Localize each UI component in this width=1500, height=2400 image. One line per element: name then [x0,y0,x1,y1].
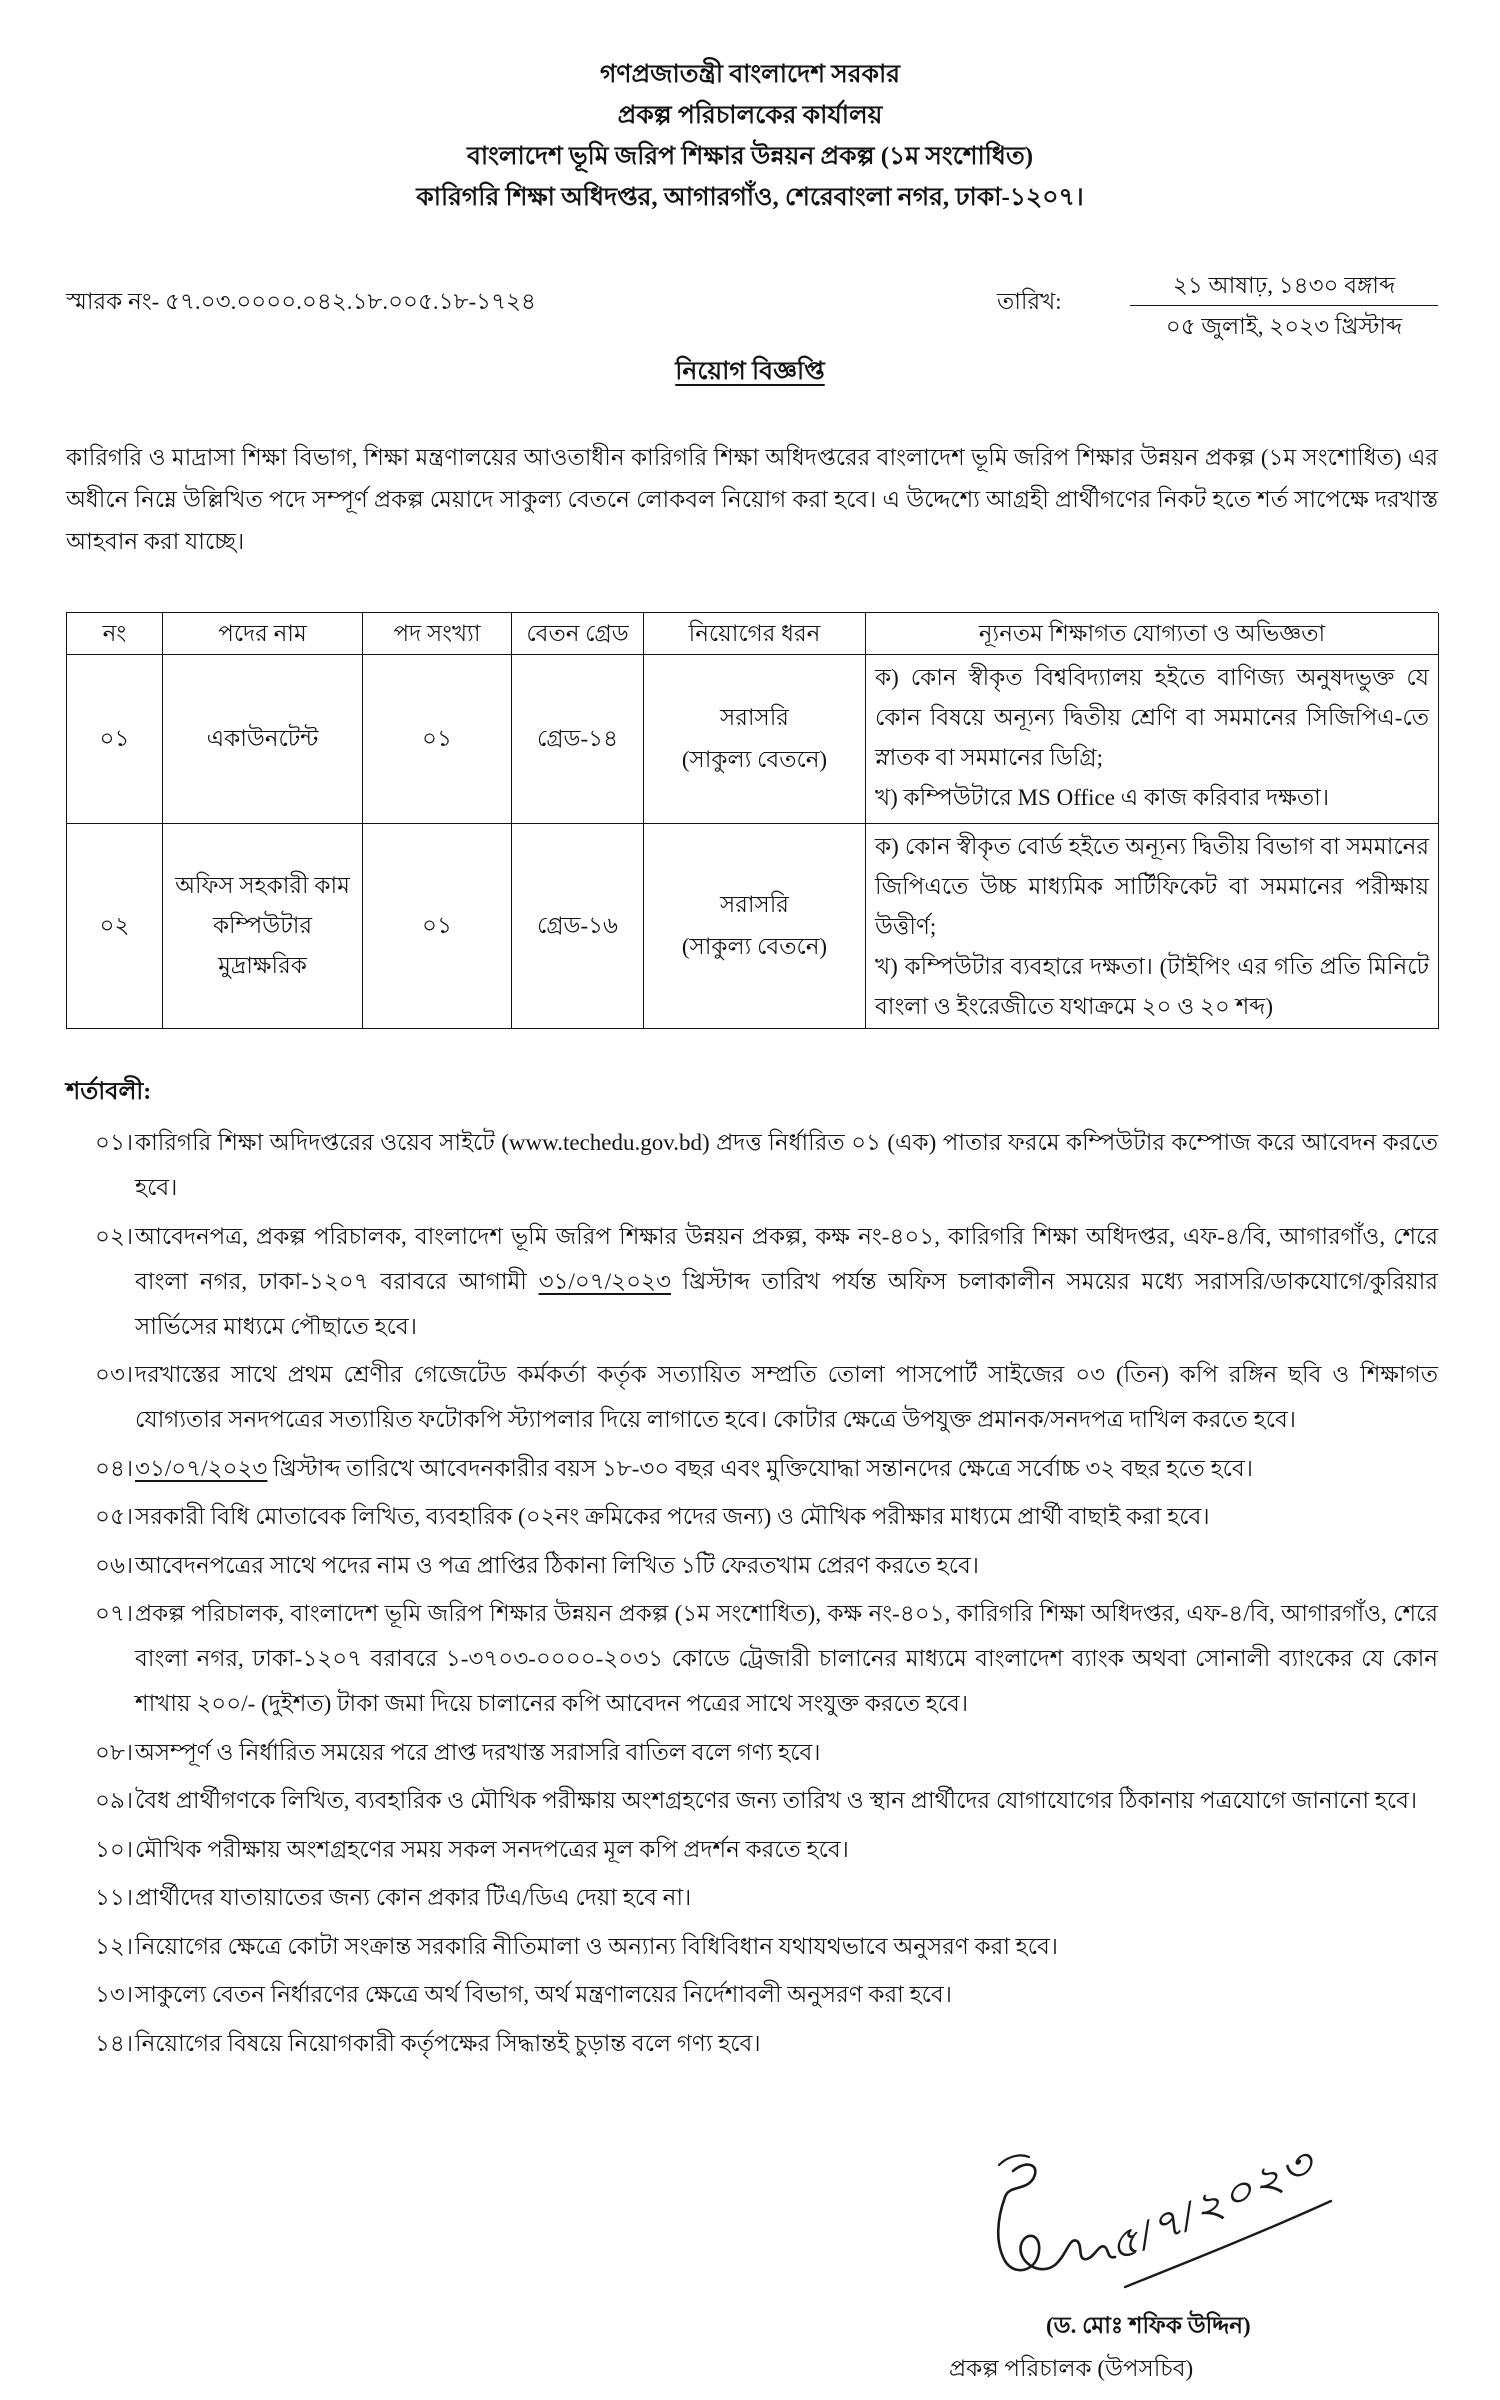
date-english: ০৫ জুলাই, ২০২৩ খ্রিস্টাব্দ [1165,314,1403,339]
condition-item [95,1591,1438,1726]
condition-text: নিয়োগের ক্ষেত্রে কোটা সংক্রান্ত সরকারি নীতিমালা ও অন্যান্য বিধিবিধান যথাযথভাবে অনুসরণ করা হবে। [135,1933,1059,1959]
table-cell-serial: ০২ [67,824,163,1029]
qualification-item: ক) কোন স্বীকৃত বোর্ড হইতে অন্যূন্য দ্বিতীয় বিভাগ বা সমমানের জিপিএতে উচ্চ মাধ্যমিক সার্টিফিকেট বা সমমানের পরীক্ষায় উত্তীর্ণ; [875,834,1429,939]
condition-item [95,2021,1438,2066]
condition-text: সাকুল্যে বেতন নির্ধারণের ক্ষেত্রে অর্থ বিভাগ, অর্থ মন্ত্রণালয়ের নির্দেশাবলী অনুসরণ করা হবে। [135,1982,952,2007]
condition-text-part: আবেদনপত্র, প্রকল্প পরিচালক, বাংলাদেশ ভূমি জরিপ শিক্ষার উন্নয়ন প্রকল্প, কক্ষ নং-৪০১, কারিগরি শিক্ষা অধিদপ্তর, এফ-৪/বি, আগারগাঁও, শেরে বাংলা নগর, ঢাকা-১২০৭ বরাবরে আগামী [135,1223,1438,1294]
condition-number: ০৩। [95,1362,134,1387]
signature-date: ৫/৭/২০২৩ [1100,2157,1282,2272]
table-cell-qualification [866,655,1439,824]
condition-text-part: খ্রিস্টাব্দ তারিখে আবেদনকারীর বয়স ১৮-৩০ বছর এবং মুক্তিযোদ্ধা সন্তানদের ক্ষেত্রে সর্বোচ্চ ৩২ বছর হতে হবে। [267,1455,1253,1481]
condition-text: মৌখিক পরীক্ষায় অংশগ্রহণের সময় সকল সনদপত্রের মূল কপি প্রদর্শন করতে হবে। [135,1836,849,1862]
table-header-type: নিয়োগের ধরন [644,613,866,655]
condition-text: অসম্পূর্ণ ও নির্ধারিত সময়ের পরে প্রাপ্ত দরখাস্ত সরাসরি বাতিল বলে গণ্য হবে। [135,1739,821,1765]
qualification-item: খ) কম্পিউটার ব্যবহারে দক্ষতা। (টাইপিং এর গতি প্রতি মিনিটে বাংলা ও ইংরেজীতে যথাক্রমে ২০ ও ২০ শব্দ) [875,954,1429,1019]
condition-text: প্রকল্প পরিচালক, বাংলাদেশ ভূমি জরিপ শিক্ষার উন্নয়ন প্রকল্প (১ম সংশোধিত), কক্ষ নং-৪০১, কারিগরি শিক্ষা অধিদপ্তর, এফ-৪/বি, আগারগাঁও, শেরে বাংলা নগর, ঢাকা-১২০৭ বরাবরে ১-৩৭০৩-০০০০-২০৩১ কোডে ট্রেজারী চালানের মাধ্যমে বাংলাদেশ ব্যাংক অথবা সোনালী ব্যাংকের যে কোন শাখায় ২০০/- (দুইশত) টাকা জমা দিয়ে চালানের কপি আবেদন পত্রের সাথে সংযুক্ত করতে হবে। [135,1601,1438,1716]
table-cell-qualification [866,824,1439,1029]
condition-text: কারিগরি শিক্ষা অদিদপ্তরের ওয়েব সাইটে (www.techedu.gov.bd) প্রদত্ত নির্ধারিত ০১ (এক) পাতার ফরমে কম্পিউটার কম্পোজ করে আবেদন করতে হবে। [135,1130,1438,1200]
condition-text-part: খ্রিস্টাব্দ তারিখ পর্যন্ত অফিস চলাকালীন সময়ের মধ্যে সরাসরি/ডাকযোগে/কুরিয়ার সার্ভিসের মাধ্যমে পৌছাতে হবে। [135,1268,1438,1339]
condition-item [95,1875,1438,1920]
table-cell-type [644,655,866,824]
condition-number: ১২। [95,1933,134,1959]
condition-text: নিয়োগের বিষয়ে নিয়োগকারী কর্তৃপক্ষের সিদ্ধান্তই চুড়ান্ত বলে গণ্য হবে। [135,2030,761,2056]
condition-item [95,1446,1438,1491]
table-cell-serial: ০১ [67,655,163,824]
appointment-type-note: (সাকুল্য বেতনে) [681,934,828,959]
table-cell-count: ০১ [363,655,512,824]
header-project: বাংলাদেশ ভূমি জরিপ শিক্ষার উন্নয়ন প্রকল্প (১ম সংশোধিত) [466,143,1034,170]
signature-scribble [998,2165,1115,2271]
table-cell-post: একাউনটেন্ট [163,655,363,824]
appointment-type: সরাসরি [720,892,789,917]
condition-number: ০৫। [95,1504,134,1529]
condition-item [95,1827,1438,1872]
condition-number: ০৭। [95,1601,134,1626]
intro-paragraph: কারিগরি ও মাদ্রাসা শিক্ষা বিভাগ, শিক্ষা মন্ত্রণালয়ের আওতাধীন কারিগরি শিক্ষা অধিদপ্তরের বাংলাদেশ ভূমি জরিপ শিক্ষার উন্নয়ন প্রকল্প (১ম সংশোধিত) এর অধীনে নিম্নে উল্লিখিত পদে সম্পূর্ণ প্রকল্প মেয়াদে সাকুল্য বেতনে লোকবল নিয়োগ করা হবে। এ উদ্দেশ্যে আগ্রহী প্রার্থীগণের নিকট হতে শর্ত সাপেক্ষে দরখাস্ত আহবান করা যাচ্ছে। [66,445,1438,554]
table-cell-grade: গ্রেড-১৬ [512,824,644,1029]
table-header-count: পদ সংখ্যা [363,613,512,655]
condition-item [95,1778,1438,1823]
date-bangla: ২১ আষাঢ়, ১৪৩০ বঙ্গাব্দ [1130,266,1438,306]
qualification-item: খ) কম্পিউটারে MS Office এ কাজ করিবার দক্ষতা। [875,785,1330,810]
condition-text: বৈধ প্রার্থীগণকে লিখিত, ব্যবহারিক ও মৌখিক পরীক্ষায় অংশগ্রহণের জন্য তারিখ ও স্থান প্রার্থীদের যোগাযোগের ঠিকানায় পত্রযোগে জানানো হবে। [135,1788,1418,1813]
condition-text: প্রার্থীদের যাতায়াতের জন্য কোন প্রকার টিএ/ডিএ দেয়া হবে না। [135,1885,692,1910]
table-header-grade: বেতন গ্রেড [512,613,644,655]
condition-number: ০৮। [95,1739,134,1765]
signatory-designation: প্রকল্প পরিচালক (উপসচিব) [949,2356,1194,2381]
header-government: গণপ্রজাতন্ত্রী বাংলাদেশ সরকার [599,61,901,88]
condition-number: ০৪। [95,1455,134,1481]
deadline-date: ৩১/০৭/২০২৩ [538,1268,671,1294]
condition-item [95,1494,1438,1539]
page-title [0,354,1500,390]
memo-number [66,284,536,320]
memo-value: ৫৭.০৩.০০০০.০৪২.১৮.০০৫.১৮-১৭২৪ [165,289,536,314]
table-cell-grade: গ্রেড-১৪ [512,655,644,824]
condition-item [95,1924,1438,1969]
memo-label: স্মারক নং- [66,289,160,314]
condition-number: ০৯। [95,1788,134,1813]
table-header-post: পদের নাম [163,613,363,655]
table-header-qualification: ন্যূনতম শিক্ষাগত যোগ্যতা ও অভিজ্ঞতা [866,613,1439,655]
table-cell-post: অফিস সহকারী কাম কম্পিউটার মুদ্রাক্ষরিক [163,824,363,1029]
conditions-list [95,1120,1438,2069]
page-title-text: নিয়োগ বিজ্ঞপ্তি [675,358,825,385]
condition-text: দরখাস্তের সাথে প্রথম শ্রেণীর গেজেটেড কর্মকর্তা কর্তৃক সত্যায়িত সম্প্রতি তোলা পাসপোর্ট সাইজের ০৩ (তিন) কপি রঙ্গিন ছবি ও শিক্ষাগত যোগ্যতার সনদপত্রের সত্যায়িত ফটোকপি স্ট্যাপলার দিয়ে লাগাতে হবে। কোটার ক্ষেত্রে উপযুক্ত প্রমানক/সনদপত্র দাখিল করতে হবে। [135,1362,1438,1432]
table-cell-count: ০১ [363,824,512,1029]
table-cell-type [644,824,866,1029]
condition-text: আবেদনপত্রের সাথে পদের নাম ও পত্র প্রাপ্তির ঠিকানা লিখিত ১টি ফেরতখাম প্রেরণ করতে হবে। [135,1552,979,1578]
age-reference-date: ৩১/০৭/২০২৩ [135,1455,268,1481]
header-address: কারিগরি শিক্ষা অধিদপ্তর, আগারগাঁও, শেরেবাংলা নগর, ঢাকা-১২০৭। [416,184,1084,211]
header-office: প্রকল্প পরিচালকের কার্যালয় [617,102,883,129]
letterhead [0,54,1500,218]
table-header-serial: নং [67,613,163,655]
condition-number: ০২। [95,1223,134,1249]
signature [975,2135,1355,2310]
condition-text: সরকারী বিধি মোতাবেক লিখিত, ব্যবহারিক (০২নং ক্রমিকের পদের জন্য) ও মৌখিক পরীক্ষার মাধ্যমে প্রার্থী বাছাই করা হবে। [135,1504,1210,1529]
condition-number: ১১। [95,1885,134,1910]
condition-item [95,1543,1438,1588]
appointment-type: সরাসরি [720,705,789,730]
condition-item [95,1352,1438,1442]
condition-item [95,1730,1438,1775]
condition-number: ১৩। [95,1982,134,2007]
conditions-heading: শর্তাবলী: [66,1079,152,1105]
date-block [1130,266,1438,346]
signatory-name: (ড. মোঃ শফিক উদ্দিন) [1046,2313,1251,2338]
qualification-item: ক) কোন স্বীকৃত বিশ্ববিদ্যালয় হইতে বাণিজ্য অনুষদভুক্ত যে কোন বিষয়ে অন্যূন্য দ্বিতীয় শ্রেণি বা সমমানের সিজিপিএ-তে স্নাতক বা সমমানের ডিগ্রি; [875,665,1429,770]
condition-number: ০৬। [95,1552,134,1578]
condition-number: ১৪। [95,2030,134,2056]
condition-number: ১০। [95,1836,134,1862]
condition-item [95,1972,1438,2017]
appointment-type-note: (সাকুল্য বেতনে) [681,747,828,772]
condition-number: ০১। [95,1130,134,1155]
condition-text [135,1214,1438,1349]
condition-item [95,1120,1438,1210]
condition-item [95,1214,1438,1349]
date-label: তারিখ: [997,289,1062,314]
condition-text [135,1446,1438,1491]
vacancy-table [66,612,1438,1029]
